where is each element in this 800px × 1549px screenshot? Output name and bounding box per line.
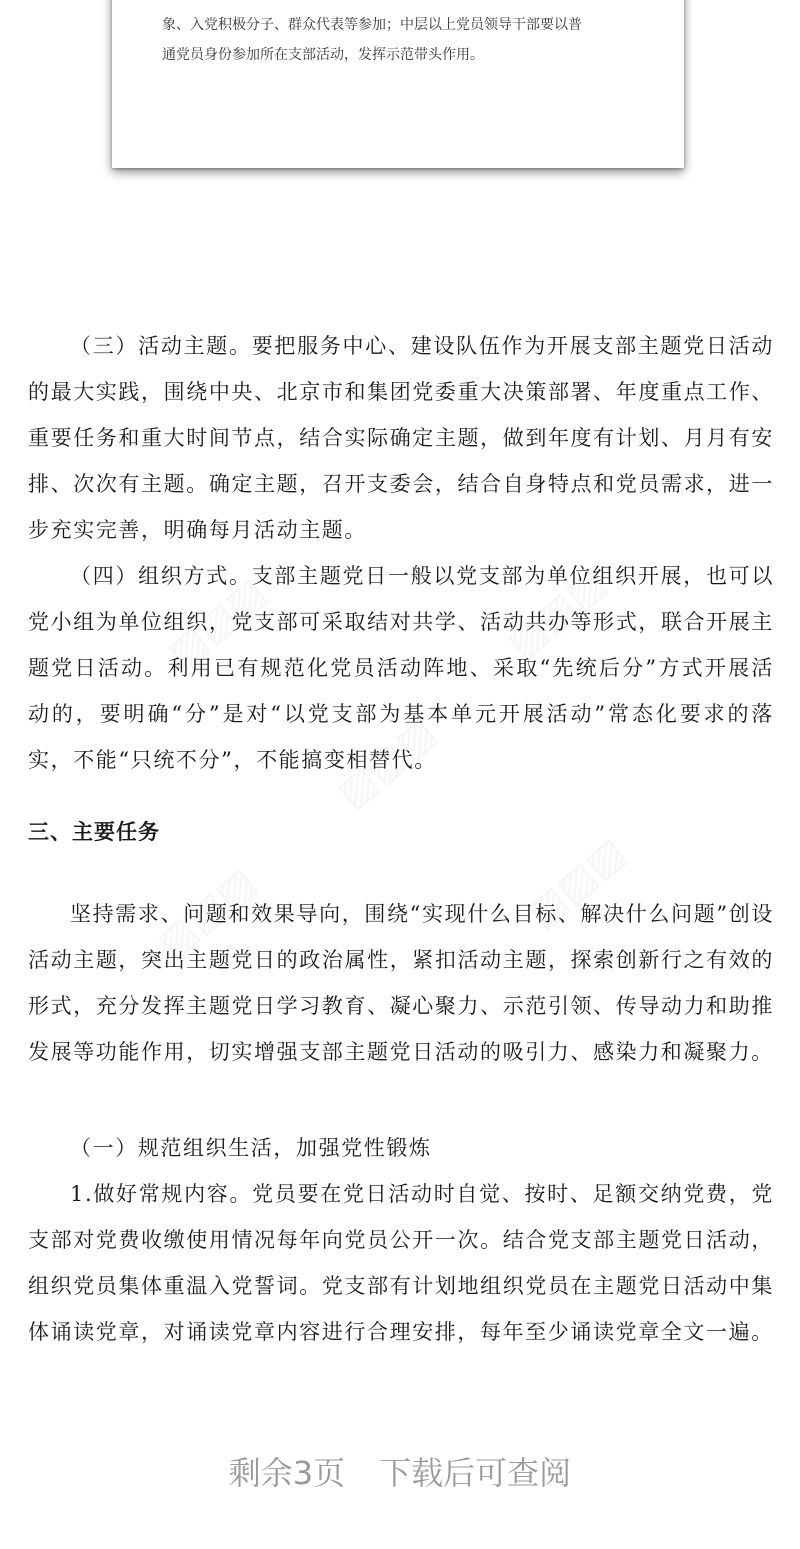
download-to-read-button[interactable] bbox=[0, 1448, 800, 1494]
section-four-paragraph: （四）组织方式。支部主题党日一般以党支部为单位组织开展，也可以党小组为单位组织，党支部可采取结对共学、活动共办等形式，联合开展主题党日活动。利用已有规范化党员活动阵地、采取“先统后分”方式开展活动的，要明确“分”是对“以党支部为基本单元开展活动”常态化要求的落实，不能“只统不分”，不能搞变相替代。 bbox=[28, 564, 774, 772]
main-tasks-paragraph: 坚持需求、问题和效果导向，围绕“实现什么目标、解决什么问题”创设活动主题，突出主题党日的政治属性，紧扣活动主题，探索创新行之有效的形式，充分发挥主题党日学习教育、凝心聚力、示范引领、传导动力和助推发展等功能作用，切实增强支部主题党日活动的吸引力、感染力和凝聚力。 bbox=[28, 902, 774, 1064]
item-one-paragraph: 1.做好常规内容。党员要在党日活动时自觉、按时、足额交纳党费，党支部对党费收缴使用情况每年向党员公开一次。结合党支部主题党日活动，组织党员集体重温入党誓词。党支部有计划地组织党员在主题党日活动中集体诵读党章，对诵读党章内容进行合理安排，每年至少诵读党章全文一遍。 bbox=[28, 1182, 774, 1344]
previous-page-line: 通党员身份参加所在支部活动，发挥示范带头作用。 bbox=[162, 47, 484, 63]
previous-page-card bbox=[112, 0, 684, 168]
section-three-paragraph: （三）活动主题。要把服务中心、建设队伍作为开展支部主题党日活动的最大实践，围绕中央、北京市和集团党委重大决策部署、年度重点工作、重要任务和重大时间节点，结合实际确定主题，做到年度有计划、月月有安排、次次有主题。确定主题，召开支委会，结合自身特点和党员需求，进一步充实完善，明确每月活动主题。 bbox=[28, 334, 774, 542]
subheading-one: （一）规范组织生活，加强党性锻炼 bbox=[70, 1136, 432, 1160]
previous-page-line: 象、入党积极分子、群众代表等参加；中层以上党员领导干部要以普 bbox=[162, 17, 582, 33]
download-to-view-label: 下载后可查阅 bbox=[379, 1454, 572, 1492]
remaining-pages-label: 剩余3页 bbox=[228, 1454, 346, 1492]
section-heading-main-tasks: 三、主要任务 bbox=[28, 820, 160, 844]
